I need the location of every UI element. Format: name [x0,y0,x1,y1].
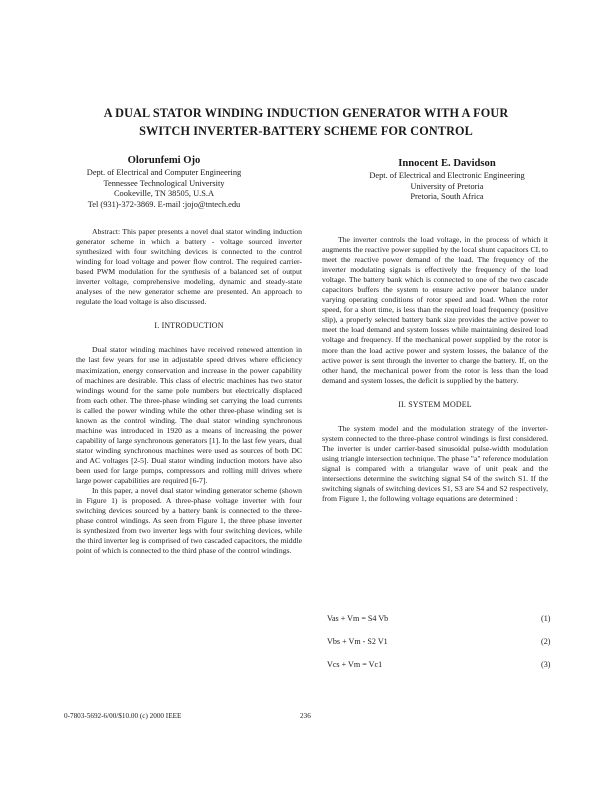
right-paragraph-2: The system model and the modulation strategy of the inverter-system connected to the three-phase control windings is first considered. The inverter is under carrier-based sinusoidal pulse-width modulation using triangle intersection technique. The phase "a" reference modulation signal is compared with a triangular wave of unit peak and the intersections determine the switching signal S4 of the switch S1. If the switching signals of switching devices S1, S3 are S4 and S2 respectively, from Figure 1, the following voltage equations are determined : [322,423,548,504]
left-column [76,227,302,556]
section-1-heading: I. INTRODUCTION [154,321,224,331]
author-1-name: Olorunfemi Ojo [127,155,201,166]
title-line-2: SWITCH INVERTER-BATTERY SCHEME FOR CONTROL [139,124,473,138]
author-1-affiliation-4: Tel (931)-372-3869. E-mail :jojo@tntech.edu [87,199,241,209]
right-column [322,235,548,504]
author-1-affiliation-3: Cookeville, TN 38505, U.S.A [113,189,215,199]
author-1-affiliation-2: Tennessee Technological University [103,178,225,188]
intro-paragraph-1: Dual stator winding machines have received renewed attention in the last few years for use in adjustable speed drives where efficiency maximization, energy conservation and increase in the power capability of machines are desirable. This class of electric machines has two stator windings wound for the same pole numbers but electrically displaced from each other. The three-phase winding set carrying the load currents is called the power winding while the other three-phase winding set is known as the control winding. The dual stator winding synchronous machine was introduced in 1920 as a means of increasing the power capability of large synchronous generators [1]. In the last few years, dual stator winding synchronous machines were used as sources of both DC and AC voltages [2-5]. Dual stator winding induction motors have also been used for large pumps, compressors and rolling mill drives where large power capabilities are required [6-7]. [76,345,302,486]
author-2-affiliation-2: University of Pretoria [410,181,484,191]
equation-1-number: (1) [541,614,551,623]
author-1-affiliation-1: Dept. of Electrical and Computer Engineering [86,168,242,177]
equation-1-body: Vas + Vm = S4 Vb [327,614,389,623]
title-line-1: A DUAL STATOR WINDING INDUCTION GENERATOR WITH A FOUR [103,106,509,120]
abstract: Abstract: This paper presents a novel dual stator winding induction generator scheme in which a battery - voltage sourced inverter synthesized with four switching devices is connected to the control winding for load voltage and power flow control. The required carrier-based PWM modulation for the synthesis of a balanced set of output inverter voltage, comprehensive modeling, dynamic and steady-state analyses of the new generator scheme are presented. An approach to regulate the load voltage is also discussed. [76,227,302,307]
equation-2-body: Vbs + Vm - S2 V1 [327,637,388,646]
intro-paragraph-2: In this paper, a novel dual stator winding generator scheme (shown in Figure 1) is proposed. A three-phase voltage inverter with four switching devices sourced by a battery bank is connected to the three-phase control windings. As seen from Figure 1, the three phase inverter is synthesized from two inverter legs with four switching devices, while the third inverter leg is comprised of two cascaded capacitors, the middle point of which is connected to the third phase of the control windings. [76,486,302,556]
paper-title [40,104,572,140]
author-block-2 [322,157,572,203]
page-number: 236 [300,712,311,720]
author-2-affiliation-1: Dept. of Electrical and Electronic Engineering [369,171,525,180]
author-2-name: Innocent E. Davidson [398,158,496,169]
right-paragraph-1: The inverter controls the load voltage, in the process of which it augments the reactive power supplied by the local shunt capacitors CL to meet the reactive power demand of the load. The frequency of the inverter modulating signals is effectively the frequency of the load voltage. The battery bank which is connected to one of the two cascade capacitors buffers the system to ensure active power balance under varying operating conditions of rotor speed and load. When the rotor speed, for a short time, is less than the required load frequency (positive slip), a properly selected battery bank size provides the active power to meet the load demand and system losses while maintaining desired load voltage and frequency. If the mechanical power supplied by the rotor is more than the load active power and system losses, the balance of the active power is sent through the inverter to charge the battery. If, on the other hand, the mechanical power from the rotor is less than the load demand and system losses, the deficit is supplied by the battery. [322,235,548,385]
section-2-heading: II. SYSTEM MODEL [398,399,472,409]
equation-3-number: (3) [541,660,551,669]
equation-2-number: (2) [541,637,551,646]
author-2-affiliation-3: Pretoria, South Africa [410,192,484,202]
author-block-1 [50,154,278,210]
copyright-footer: 0-7803-5692-6/00/$10.00 (c) 2000 IEEE [64,712,182,720]
equation-3-body: Vcs + Vm = Vc1 [327,660,383,669]
